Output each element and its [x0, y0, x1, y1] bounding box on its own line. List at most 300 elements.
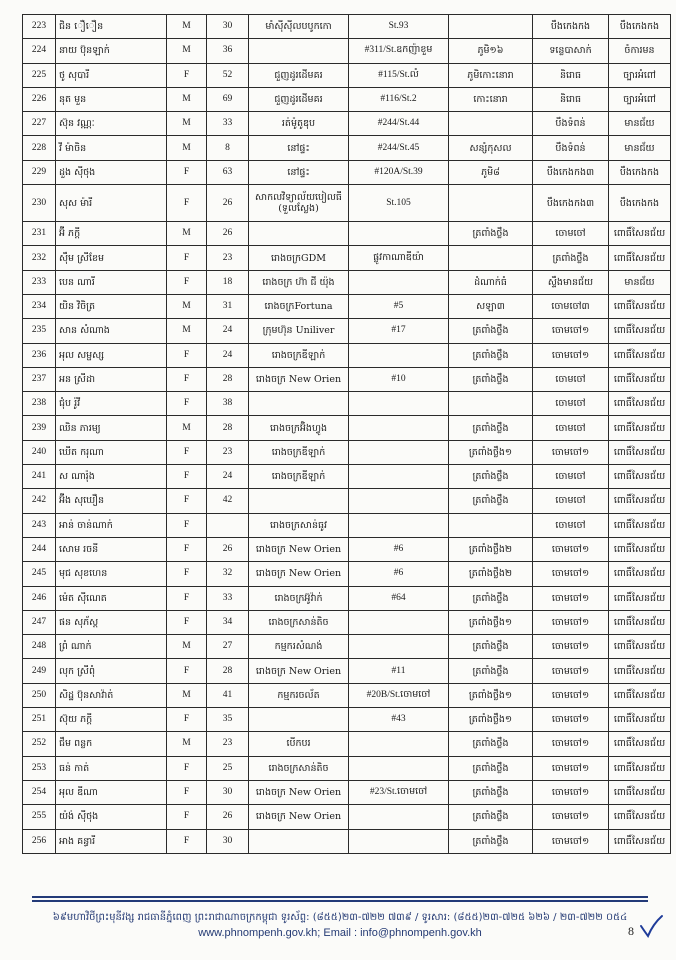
row-village: ត្រពាំងថ្លឹង — [449, 319, 533, 343]
row-village: ត្រពាំងថ្លឹង — [449, 586, 533, 610]
row-name: សិដ្ឋ ប៊ុនសាវ៉ាត់ — [56, 683, 167, 707]
row-occupation: រោងចក្រសាន់តិច — [249, 610, 349, 634]
row-name: សុស ម៉ារី — [56, 185, 167, 222]
row-village: ត្រពាំងថ្លឹង — [449, 367, 533, 391]
row-village: ត្រពាំងថ្លឹង១ — [449, 683, 533, 707]
row-number: 251 — [23, 708, 56, 732]
row-name: ដួង ស៊ីថុង — [56, 160, 167, 184]
table-row — [23, 63, 671, 87]
row-house-street: #20B/St.ចោមចៅ — [349, 683, 449, 707]
row-house-street: #244/St.44 — [349, 112, 449, 136]
table-row — [23, 683, 671, 707]
row-village: ត្រពាំងថ្លឹង — [449, 756, 533, 780]
row-name: ស៊ឹម ស្រីខែម — [56, 246, 167, 270]
row-occupation — [249, 222, 349, 246]
row-occupation: រោងចក្រអ៊ិងហ្វូង — [249, 416, 349, 440]
row-district: ពោធិ៍សែនជ័យ — [609, 805, 671, 829]
row-sex: F — [167, 63, 207, 87]
row-commune: បឹងកេងកង — [533, 15, 609, 39]
row-sex: F — [167, 756, 207, 780]
table-row — [23, 659, 671, 683]
row-age: 26 — [207, 805, 249, 829]
row-occupation: ជួញដូរដើមគរ — [249, 63, 349, 87]
row-number: 237 — [23, 367, 56, 391]
row-occupation: នៅផ្ទះ — [249, 160, 349, 184]
row-sex: F — [167, 392, 207, 416]
row-age: 36 — [207, 39, 249, 63]
row-occupation: រោងចក្រសាន់ធូវ — [249, 513, 349, 537]
row-house-street: #17 — [349, 319, 449, 343]
row-house-street: #11 — [349, 659, 449, 683]
row-commune: ចោមចៅ១ — [533, 708, 609, 732]
row-name: ស ណារ៉ុង — [56, 465, 167, 489]
row-sex: F — [167, 160, 207, 184]
row-commune: ចោមចៅ១ — [533, 319, 609, 343]
row-sex: M — [167, 112, 207, 136]
row-district: ពោធិ៍សែនជ័យ — [609, 659, 671, 683]
row-village — [449, 392, 533, 416]
row-name: អុល ឌីណា — [56, 780, 167, 804]
row-age: 41 — [207, 683, 249, 707]
row-age: 23 — [207, 246, 249, 270]
row-commune: ចោមចៅ១ — [533, 610, 609, 634]
row-house-street: #23/St.ចោមចៅ — [349, 780, 449, 804]
row-number: 239 — [23, 416, 56, 440]
row-name: អាន់ ចាន់ណាក់ — [56, 513, 167, 537]
table-row — [23, 222, 671, 246]
table-body — [23, 15, 671, 854]
row-house-street: #120A/St.39 — [349, 160, 449, 184]
row-district: ពោធិ៍សែនជ័យ — [609, 367, 671, 391]
table-row — [23, 319, 671, 343]
row-number: 241 — [23, 465, 56, 489]
row-sex: M — [167, 39, 207, 63]
row-occupation: រោងចក្រ New Orien — [249, 562, 349, 586]
row-commune: ចោមចៅ១ — [533, 635, 609, 659]
row-house-street — [349, 440, 449, 464]
row-village: ត្រពាំងថ្លឹង — [449, 465, 533, 489]
row-age: 28 — [207, 367, 249, 391]
row-house-street: #43 — [349, 708, 449, 732]
row-occupation: មាំស៊ីស៊ីលបបូកកោ — [249, 15, 349, 39]
row-sex: M — [167, 87, 207, 111]
row-house-street — [349, 513, 449, 537]
row-village — [449, 185, 533, 222]
row-house-street — [349, 756, 449, 780]
row-district: ពោធិ៍សែនជ័យ — [609, 610, 671, 634]
row-sex: M — [167, 683, 207, 707]
checkmark-icon — [638, 914, 664, 940]
row-age: 23 — [207, 440, 249, 464]
row-house-street — [349, 343, 449, 367]
row-age: 38 — [207, 392, 249, 416]
row-village: ត្រពាំងថ្លឹង១ — [449, 610, 533, 634]
row-district: ពោធិ៍សែនជ័យ — [609, 732, 671, 756]
row-occupation: រោងចក្រអ៊ូវ៉ាក់ — [249, 586, 349, 610]
row-sex: M — [167, 294, 207, 318]
row-occupation: រោងចក្រឌីឡាក់ — [249, 465, 349, 489]
row-commune: ចោមចៅ១ — [533, 343, 609, 367]
row-commune: និរោធ — [533, 63, 609, 87]
row-village: ត្រពាំងថ្លឹង — [449, 659, 533, 683]
table-row — [23, 15, 671, 39]
row-village — [449, 246, 533, 270]
row-district: មានជ័យ — [609, 136, 671, 160]
row-name: ធន់ កាត់ — [56, 756, 167, 780]
row-occupation: បើកបរ — [249, 732, 349, 756]
table-row — [23, 416, 671, 440]
row-occupation: រោងចក្រ ហ៊ា ជី យ៉ុង — [249, 270, 349, 294]
row-sex: M — [167, 15, 207, 39]
row-commune: ត្រពាំងថ្លឹង — [533, 246, 609, 270]
row-number: 253 — [23, 756, 56, 780]
row-commune: ចោមចៅ១ — [533, 829, 609, 853]
row-house-street — [349, 635, 449, 659]
row-commune: ចោមចៅ១ — [533, 805, 609, 829]
row-commune: ចោមចៅ១ — [533, 537, 609, 561]
row-house-street: #64 — [349, 586, 449, 610]
row-commune: ចោមចៅ — [533, 416, 609, 440]
row-sex: M — [167, 222, 207, 246]
row-district: ពោធិ៍សែនជ័យ — [609, 416, 671, 440]
row-sex: F — [167, 489, 207, 513]
footer-email-label: Email : — [323, 927, 358, 939]
row-occupation: រោងចក្រ New Orien — [249, 780, 349, 804]
table-row — [23, 756, 671, 780]
row-age: 26 — [207, 185, 249, 222]
row-sex: M — [167, 732, 207, 756]
row-commune: ចោមចៅ១ — [533, 562, 609, 586]
row-age: 52 — [207, 63, 249, 87]
row-village: ត្រពាំងថ្លឹង២ — [449, 562, 533, 586]
row-village: ត្រពាំងថ្លឹង — [449, 780, 533, 804]
footer-rule-bottom — [32, 900, 648, 902]
row-occupation: រត់ម៉ូតូឌុប — [249, 112, 349, 136]
row-occupation: រោងចក្រFortuna — [249, 294, 349, 318]
row-district: ពោធិ៍សែនជ័យ — [609, 513, 671, 537]
row-occupation: សាកលវិទ្យាល័យបៀលធី (ទួលស្លែង) — [249, 185, 349, 222]
row-occupation: ក្រុមហ៊ុន Uniliver — [249, 319, 349, 343]
row-name: ឃើត ករុណា — [56, 440, 167, 464]
row-number: 240 — [23, 440, 56, 464]
row-house-street: #244/St.45 — [349, 136, 449, 160]
row-commune: ចោមចៅ១ — [533, 756, 609, 780]
row-number: 256 — [23, 829, 56, 853]
row-district: ពោធិ៍សែនជ័យ — [609, 440, 671, 464]
table-row — [23, 635, 671, 659]
row-district: បឹងកេងកង — [609, 160, 671, 184]
row-house-street: #6 — [349, 537, 449, 561]
row-age: 18 — [207, 270, 249, 294]
row-sex: F — [167, 562, 207, 586]
table-row — [23, 367, 671, 391]
row-village: ត្រពាំងថ្លឹង — [449, 489, 533, 513]
row-number: 238 — [23, 392, 56, 416]
table-row — [23, 489, 671, 513]
table-row — [23, 39, 671, 63]
row-sex: F — [167, 829, 207, 853]
row-number: 247 — [23, 610, 56, 634]
footer-website[interactable]: www.phnompenh.gov.kh — [198, 927, 318, 939]
row-sex: F — [167, 586, 207, 610]
row-house-street: ផ្លូវកាណាឌីយ៉ា — [349, 246, 449, 270]
table-row — [23, 513, 671, 537]
row-district: មានជ័យ — [609, 270, 671, 294]
row-village: ភូមិ៨ — [449, 160, 533, 184]
row-village: សន្សំកុសល — [449, 136, 533, 160]
table-row — [23, 185, 671, 222]
row-commune: ចោមចៅ — [533, 367, 609, 391]
row-occupation: រោងចក្រ New Orien — [249, 805, 349, 829]
table-row — [23, 732, 671, 756]
row-age: 31 — [207, 294, 249, 318]
row-number: 244 — [23, 537, 56, 561]
row-age: 34 — [207, 610, 249, 634]
table-row — [23, 160, 671, 184]
row-house-street: St.105 — [349, 185, 449, 222]
table-row — [23, 246, 671, 270]
row-village: ត្រពាំងថ្លឹង — [449, 635, 533, 659]
row-number: 243 — [23, 513, 56, 537]
row-district: ពោធិ៍សែនជ័យ — [609, 708, 671, 732]
row-sex: F — [167, 537, 207, 561]
row-sex: F — [167, 780, 207, 804]
row-district: ពោធិ៍សែនជ័យ — [609, 635, 671, 659]
table-row — [23, 829, 671, 853]
row-occupation: រោងចក្រសាន់តិច — [249, 756, 349, 780]
row-commune: ចោមចៅ៣ — [533, 294, 609, 318]
row-commune: បឹងកេងកង៣ — [533, 160, 609, 184]
row-house-street — [349, 392, 449, 416]
row-commune: ចោមចៅ១ — [533, 780, 609, 804]
row-occupation — [249, 392, 349, 416]
row-commune: ចោមចៅ១ — [533, 683, 609, 707]
row-number: 230 — [23, 185, 56, 222]
table-row — [23, 537, 671, 561]
row-village: ត្រពាំងថ្លឹង — [449, 732, 533, 756]
row-village — [449, 112, 533, 136]
row-house-street — [349, 829, 449, 853]
row-house-street: St.93 — [349, 15, 449, 39]
row-commune: ចោមចៅ — [533, 513, 609, 537]
row-commune: ចោមចៅ — [533, 222, 609, 246]
row-district: ពោធិ៍សែនជ័យ — [609, 246, 671, 270]
row-occupation: រោងចក្រ New Orien — [249, 367, 349, 391]
footer-contact: www.phnompenh.gov.kh; Email : info@phnompenh.gov.kh — [198, 927, 482, 939]
row-name: ស៊ុន វណ្ណៈ — [56, 112, 167, 136]
row-age: 32 — [207, 562, 249, 586]
table-row — [23, 610, 671, 634]
table-row — [23, 392, 671, 416]
row-village: កោះនោរា — [449, 87, 533, 111]
row-number: 252 — [23, 732, 56, 756]
row-house-street — [349, 610, 449, 634]
row-name: ជុំប រ៉ូវី — [56, 392, 167, 416]
row-village: ត្រពាំងថ្លឹង — [449, 805, 533, 829]
row-village: ត្រពាំងថ្លឹង — [449, 343, 533, 367]
row-occupation: រោងចក្រ New Orien — [249, 659, 349, 683]
row-commune: ចោមចៅ១ — [533, 659, 609, 683]
row-age: 28 — [207, 659, 249, 683]
row-commune: ចោមចៅ — [533, 465, 609, 489]
row-district: ពោធិ៍សែនជ័យ — [609, 319, 671, 343]
row-house-street — [349, 416, 449, 440]
row-number: 234 — [23, 294, 56, 318]
table-row — [23, 87, 671, 111]
row-name: ព្រំ ណាក់ — [56, 635, 167, 659]
row-name: មុជ សុខហេន — [56, 562, 167, 586]
row-village: ត្រពាំងថ្លឹង — [449, 222, 533, 246]
row-age: 24 — [207, 465, 249, 489]
row-age: 27 — [207, 635, 249, 659]
row-number: 224 — [23, 39, 56, 63]
row-name: ផន សុភ័ស្ដ — [56, 610, 167, 634]
row-name: បេន ណារី — [56, 270, 167, 294]
row-occupation: រោងចក្រឌីឡាក់ — [249, 440, 349, 464]
row-age: 30 — [207, 780, 249, 804]
table-row — [23, 465, 671, 489]
row-number: 231 — [23, 222, 56, 246]
row-occupation — [249, 39, 349, 63]
row-occupation: កម្មករសំណង់ — [249, 635, 349, 659]
row-commune: បឹងទំពន់ — [533, 136, 609, 160]
row-name: យិន វិចិត្រ — [56, 294, 167, 318]
row-age: 33 — [207, 586, 249, 610]
row-commune: និរោធ — [533, 87, 609, 111]
row-name: យ៉ង់ ស៊ីថុង — [56, 805, 167, 829]
row-village: ភូមិកោះនោរា — [449, 63, 533, 87]
row-sex: M — [167, 416, 207, 440]
row-number: 249 — [23, 659, 56, 683]
row-sex: F — [167, 367, 207, 391]
row-sex: M — [167, 136, 207, 160]
row-name: ជឹម ពន្លក — [56, 732, 167, 756]
row-house-street: #115/St.លំ — [349, 63, 449, 87]
row-commune: ចោមចៅ — [533, 489, 609, 513]
row-house-street: #116/St.2 — [349, 87, 449, 111]
footer-rule-top — [32, 896, 648, 898]
row-name: នាយ ប៊ុនឡាក់ — [56, 39, 167, 63]
row-commune: ស្ទឹងមានជ័យ — [533, 270, 609, 294]
row-number: 232 — [23, 246, 56, 270]
table-row — [23, 136, 671, 160]
row-district: ច្បារអំពៅ — [609, 87, 671, 111]
row-district: ពោធិ៍សែនជ័យ — [609, 562, 671, 586]
row-district: ពោធិ៍សែនជ័យ — [609, 586, 671, 610]
row-name: ថូ សុបារី — [56, 63, 167, 87]
row-occupation: ជួញដូរដើមគរ — [249, 87, 349, 111]
row-village — [449, 513, 533, 537]
row-age: 26 — [207, 222, 249, 246]
row-district: ពោធិ៍សែនជ័យ — [609, 294, 671, 318]
row-commune: ចោមចៅ១ — [533, 586, 609, 610]
row-house-street: #6 — [349, 562, 449, 586]
row-district: បឹងកេងកង — [609, 15, 671, 39]
row-age: 42 — [207, 489, 249, 513]
row-house-street — [349, 805, 449, 829]
row-sex: M — [167, 635, 207, 659]
row-occupation: នៅផ្ទះ — [249, 136, 349, 160]
row-age: 33 — [207, 112, 249, 136]
case-list-table — [22, 14, 671, 854]
row-age: 24 — [207, 319, 249, 343]
row-age: 30 — [207, 829, 249, 853]
footer-address: ៦៩មហាវិថីព្រះមុនីវង្ស រាជធានីភ្នំពេញ ព្រះរាជាណាចក្រកម្ពុជា ទូរស័ព្ទ: (៨៥៥)២៣-៧២២ ៧៣៩ / ទូរសារ: (៨៥៥)២៣-៧២៥ ៦២៦ / ២៣-៧២២ ០៥៤ — [52, 912, 628, 923]
footer-email[interactable]: info@phnompenh.gov.kh — [360, 927, 482, 939]
row-name: អ៊ី ភក្ដី — [56, 222, 167, 246]
table-row — [23, 112, 671, 136]
row-age: 28 — [207, 416, 249, 440]
row-occupation: កម្មករចល័ត — [249, 683, 349, 707]
row-number: 229 — [23, 160, 56, 184]
row-house-street — [349, 222, 449, 246]
row-number: 250 — [23, 683, 56, 707]
row-age — [207, 513, 249, 537]
row-name: ម៉េត ស៊ីណេត — [56, 586, 167, 610]
row-name: អាង គន្ធារី — [56, 829, 167, 853]
row-name: អ៊ីង សុឃឿន — [56, 489, 167, 513]
row-sex: F — [167, 440, 207, 464]
row-sex: M — [167, 319, 207, 343]
row-occupation — [249, 829, 349, 853]
row-name: ជិន ឿឿន — [56, 15, 167, 39]
row-house-street: #311/St.ឧកញ៉ាខួម — [349, 39, 449, 63]
row-house-street — [349, 270, 449, 294]
row-village: ត្រពាំងថ្លឹង១ — [449, 708, 533, 732]
row-sex: F — [167, 343, 207, 367]
row-name: អុល សម្ផស្ស — [56, 343, 167, 367]
row-number: 242 — [23, 489, 56, 513]
row-occupation — [249, 489, 349, 513]
row-commune: ចោមចៅ — [533, 392, 609, 416]
row-village: ត្រពាំងថ្លឹង — [449, 416, 533, 440]
row-district: ពោធិ៍សែនជ័យ — [609, 222, 671, 246]
row-number: 225 — [23, 63, 56, 87]
row-age: 63 — [207, 160, 249, 184]
row-number: 223 — [23, 15, 56, 39]
row-district: ពោធិ៍សែនជ័យ — [609, 683, 671, 707]
row-house-street — [349, 489, 449, 513]
table-row — [23, 270, 671, 294]
row-name: វី ម៉ាចិន — [56, 136, 167, 160]
row-sex: F — [167, 185, 207, 222]
table-row — [23, 708, 671, 732]
table-row — [23, 343, 671, 367]
row-district: ពោធិ៍សែនជ័យ — [609, 537, 671, 561]
table-row — [23, 586, 671, 610]
row-occupation: រោងចក្រឌីឡាក់ — [249, 343, 349, 367]
page-number: 8 — [628, 924, 634, 938]
row-sex: F — [167, 805, 207, 829]
row-number: 246 — [23, 586, 56, 610]
row-age: 26 — [207, 537, 249, 561]
row-number: 233 — [23, 270, 56, 294]
row-sex: F — [167, 708, 207, 732]
row-occupation: រោងចក្រGDM — [249, 246, 349, 270]
row-commune: បឹងកេងកង៣ — [533, 185, 609, 222]
row-name: សាន សំណាង — [56, 319, 167, 343]
row-sex: F — [167, 513, 207, 537]
row-village: ត្រពាំងថ្លឹង — [449, 829, 533, 853]
row-age: 25 — [207, 756, 249, 780]
row-occupation: រោងចក្រ New Orien — [249, 537, 349, 561]
row-district: មានជ័យ — [609, 112, 671, 136]
row-number: 228 — [23, 136, 56, 160]
row-number: 254 — [23, 780, 56, 804]
row-district: បឹងកេងកង — [609, 185, 671, 222]
row-name: ឈិន ភារម្យ — [56, 416, 167, 440]
row-name: នុត មួន — [56, 87, 167, 111]
